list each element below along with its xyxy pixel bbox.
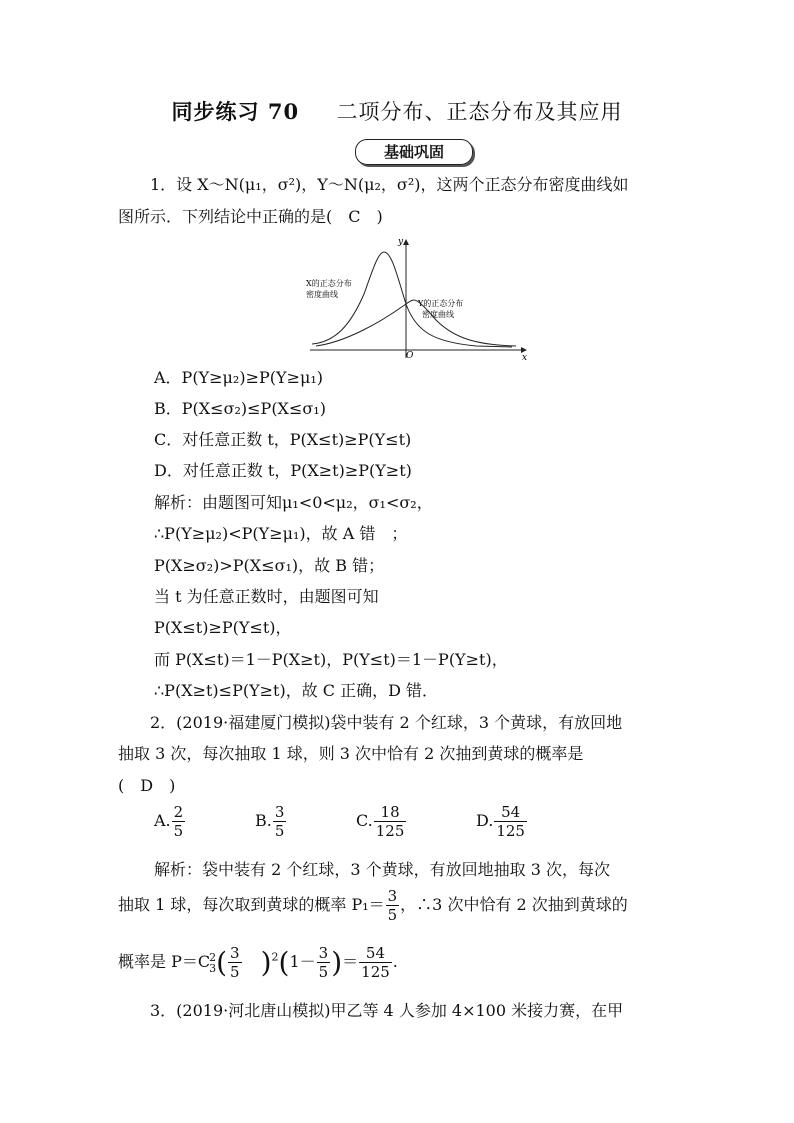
- q2-solution-3-f1-num: 3: [230, 944, 240, 962]
- q2-solution-3: [118, 944, 398, 981]
- x-axis-label: x: [522, 353, 528, 362]
- q2-solution-3-fraction-3: [359, 944, 392, 981]
- q2-solution-3-f3-den: 125: [361, 963, 390, 981]
- q2-option-c: [356, 803, 407, 840]
- q2-option-d: [476, 803, 528, 840]
- q2-option-b-fraction: [273, 803, 287, 840]
- right-paren: ): [260, 946, 272, 979]
- q2-option-b-den: 5: [274, 822, 285, 840]
- q1-line1: 1．设 X～N(μ₁，σ²)，Y～N(μ₂，σ²)，这两个正态分布密度曲线如: [150, 175, 629, 194]
- q2-solution-3-f2-num: 3: [318, 944, 329, 962]
- left-paren: (: [216, 946, 228, 979]
- q2-option-b-label: B.: [255, 811, 272, 830]
- q2-option-d-num: 54: [494, 803, 527, 822]
- q2-option-c-fraction: [374, 803, 407, 840]
- q2-line2: 抽取 3 次，每次抽取 1 球，则 3 次中恰有 2 次抽到黄球的概率是: [118, 744, 584, 763]
- q2-solution-1: 解析：袋中装有 2 个红球，3 个黄球，有放回地抽取 3 次，每次: [154, 860, 610, 879]
- q2-solution-3-fraction-1: [228, 944, 242, 981]
- q2-option-a-den: 5: [173, 822, 184, 840]
- q2-solution-2: [118, 887, 628, 924]
- normal-curves-figure: [306, 234, 532, 362]
- y-curve-label-1: Y的正态分布: [418, 299, 464, 308]
- q2-option-d-fraction: [494, 803, 527, 840]
- title-sub: 二项分布、正态分布及其应用: [336, 100, 623, 124]
- q2-solution-3-fraction-2: [317, 944, 331, 981]
- q2-line3: ( D ): [118, 776, 176, 795]
- q1-solution-3: P(X≥σ₂)>P(X≤σ₁)，故 B 错；: [154, 556, 385, 575]
- q2-option-b: [255, 803, 287, 840]
- q2-solution-2-text-a: 抽取 1 球，每次取到黄球的概率 P₁＝: [118, 895, 385, 914]
- q1-option-c: C．对任意正数 t，P(X≤t)≥P(Y≤t): [154, 430, 412, 449]
- q2-option-d-label: D.: [476, 811, 494, 830]
- right-paren-2: ): [331, 946, 343, 979]
- q1-solution-4: 当 t 为任意正数时，由题图可知: [154, 587, 379, 606]
- q2-line1: 2．(2019·福建厦门模拟)袋中装有 2 个红球，3 个黄球，有放回地: [150, 713, 623, 732]
- q1-option-b: B．P(X≤σ₂)≤P(X≤σ₁): [154, 399, 326, 418]
- q2-option-a-fraction: [172, 803, 186, 840]
- q2-option-b-num: 3: [274, 803, 285, 821]
- q1-solution-6: 而 P(X≤t)＝1－P(X≥t)，P(Y≤t)＝1－P(Y≥t)，: [154, 650, 508, 669]
- q2-solution-3-sub: 3: [209, 961, 217, 975]
- q2-solution-2-text-b: ，∴3 次中恰有 2 次抽到黄球的: [400, 895, 628, 914]
- q1-solution-7: ∴P(X≥t)≤P(Y≥t)，故 C 正确，D 错．: [154, 681, 439, 700]
- q2-solution-3-eq: ＝: [342, 952, 359, 971]
- q1-option-d: D．对任意正数 t，P(X≥t)≥P(Y≥t): [154, 461, 412, 480]
- title-main: 同步练习 70: [171, 99, 300, 124]
- x-curve-label-1: X的正态分布: [306, 279, 352, 288]
- q2-solution-3-f1-den: 5: [230, 963, 240, 981]
- q2-solution-3-exponent: 2: [271, 950, 279, 964]
- q2-option-a: [154, 803, 186, 840]
- q3-line1: 3．(2019·河北唐山模拟)甲乙等 4 人参加 4×100 米接力赛，在甲: [150, 1001, 624, 1020]
- q2-solution-2-den: 5: [387, 906, 398, 924]
- x-density-curve: [312, 252, 512, 347]
- q2-option-c-den: 125: [375, 822, 405, 840]
- q1-solution-1: 解析：由题图可知μ₁<0<μ₂，σ₁<σ₂，: [154, 493, 433, 512]
- y-axis-label: y: [398, 237, 404, 247]
- q2-solution-3-sup: 2: [209, 950, 217, 964]
- q2-option-a-label: A.: [154, 811, 171, 830]
- q2-solution-3-f3-num: 54: [359, 944, 392, 963]
- q2-solution-2-num: 3: [387, 887, 398, 905]
- q1-solution-2: ∴P(Y≥μ₂)<P(Y≥μ₁)，故 A 错 ；: [154, 524, 408, 543]
- q2-solution-3-mid: 1－: [289, 952, 316, 971]
- q2-option-c-num: 18: [374, 803, 407, 822]
- page-title: [0, 96, 794, 126]
- x-curve-label-2: 密度曲线: [306, 290, 338, 299]
- q2-option-a-num: 2: [173, 803, 184, 821]
- q2-solution-3-f2-den: 5: [318, 963, 329, 981]
- q2-option-c-label: C.: [356, 811, 373, 830]
- q1-line2: 图所示．下列结论中正确的是( C ): [118, 207, 383, 226]
- q2-solution-2-fraction: [386, 887, 400, 924]
- left-paren-2: (: [278, 946, 290, 979]
- q2-solution-3-text-a: 概率是 P＝C: [118, 952, 211, 971]
- q2-option-d-den: 125: [496, 822, 525, 840]
- origin-label: O: [406, 351, 414, 361]
- y-curve-label-2: 密度曲线: [422, 310, 454, 319]
- q2-solution-3-end: .: [392, 952, 398, 971]
- q1-option-a: A．P(Y≥μ₂)≥P(Y≥μ₁): [154, 368, 324, 387]
- q1-solution-5: P(X≤t)≥P(Y≤t)，: [154, 618, 292, 637]
- section-badge: 基础巩固: [355, 139, 473, 165]
